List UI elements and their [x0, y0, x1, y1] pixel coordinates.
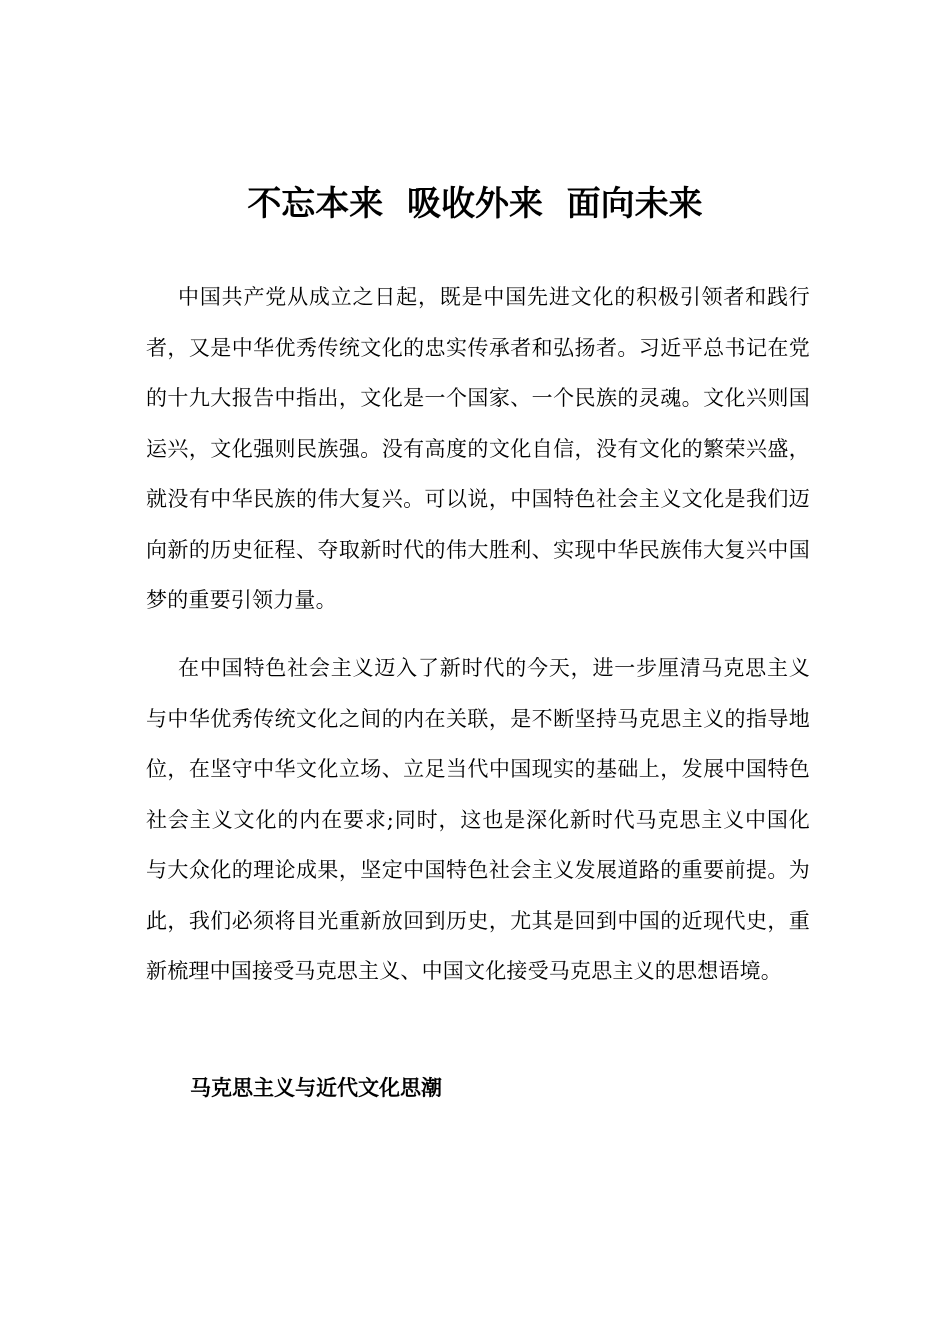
section-heading: 马克思主义与近代文化思潮 — [190, 1076, 442, 1100]
document-title: 不忘本来 吸收外来 面向未来 — [247, 184, 703, 224]
body-paragraph-1: 中国共产党从成立之日起，既是中国先进文化的积极引领者和践行者，又是中华优秀传统文化的忠实传承者和弘扬者。习近平总书记在党的十九大报告中指出，文化是一个国家、一个民族的灵魂。文化兴则国运兴，文化强则民族强。没有高度的文化自信，没有文化的繁荣兴盛，就没有中华民族的伟大复兴。可以说，中国特色社会主义文化是我们迈向新的历史征程、夺取新时代的伟大胜利、实现中华民族伟大复兴中国梦的重要引领力量。 — [146, 285, 810, 612]
body-paragraph-2: 在中国特色社会主义迈入了新时代的今天，进一步厘清马克思主义与中华优秀传统文化之间的内在关联，是不断坚持马克思主义的指导地位，在坚守中华文化立场、立足当代中国现实的基础上，发展中国特色社会主义文化的内在要求;同时，这也是深化新时代马克思主义中国化与大众化的理论成果，坚定中国特色社会主义发展道路的重要前提。为此，我们必须将目光重新放回到历史，尤其是回到中国的近现代史，重新梳理中国接受马克思主义、中国文化接受马克思主义的思想语境。 — [146, 656, 810, 983]
